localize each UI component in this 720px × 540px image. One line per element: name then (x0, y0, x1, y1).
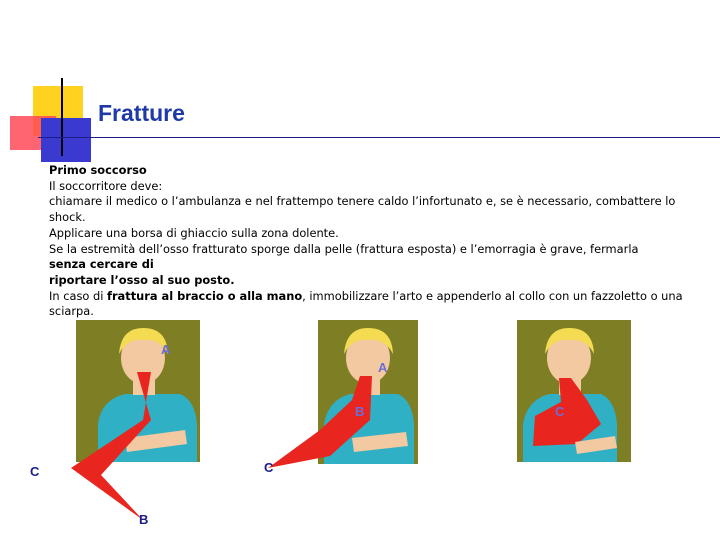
title-underline (38, 137, 720, 138)
label-a: A (161, 342, 171, 357)
text-emphasis: frattura al braccio o alla mano (106, 288, 303, 303)
label-b: B (355, 404, 365, 419)
text-line-bold: riportare l’osso al suo posto. (49, 272, 235, 287)
text-line (49, 289, 714, 320)
slide-title: Fratture (98, 100, 185, 126)
label-c: C (264, 460, 274, 475)
accent-square-blue (41, 118, 91, 162)
sling-illustration-step-1 (25, 320, 205, 530)
sling-illustration-step-3 (515, 320, 635, 465)
text-line: Se la estremità dell’osso fratturato sporge dalla pelle (frattura esposta) e l’emorragia è grave, fermarla (49, 241, 639, 256)
heading-first-aid: Primo soccorso (49, 163, 147, 177)
accent-vertical-line (61, 78, 63, 156)
text-line: chiamare il medico o l’ambulanza e nel frattempo tenere caldo l’infortunato e, se è necessario, combattere lo shock. (49, 194, 676, 225)
label-b: B (139, 512, 149, 527)
label-c: C (30, 464, 40, 479)
text-line-bold: senza cercare di (49, 257, 154, 272)
text-fragment: , immobilizzare l’arto e appenderlo al collo con un fazzoletto o una sciarpa. (49, 288, 683, 319)
text-fragment: In caso di (49, 288, 107, 303)
text-line: Il soccorritore deve: (49, 178, 163, 193)
sling-illustration-step-2 (260, 320, 420, 480)
text-line: Applicare una borsa di ghiaccio sulla zona dolente. (49, 225, 339, 240)
label-a: A (378, 360, 388, 375)
label-c: C (555, 404, 565, 419)
slide-body (49, 163, 714, 320)
